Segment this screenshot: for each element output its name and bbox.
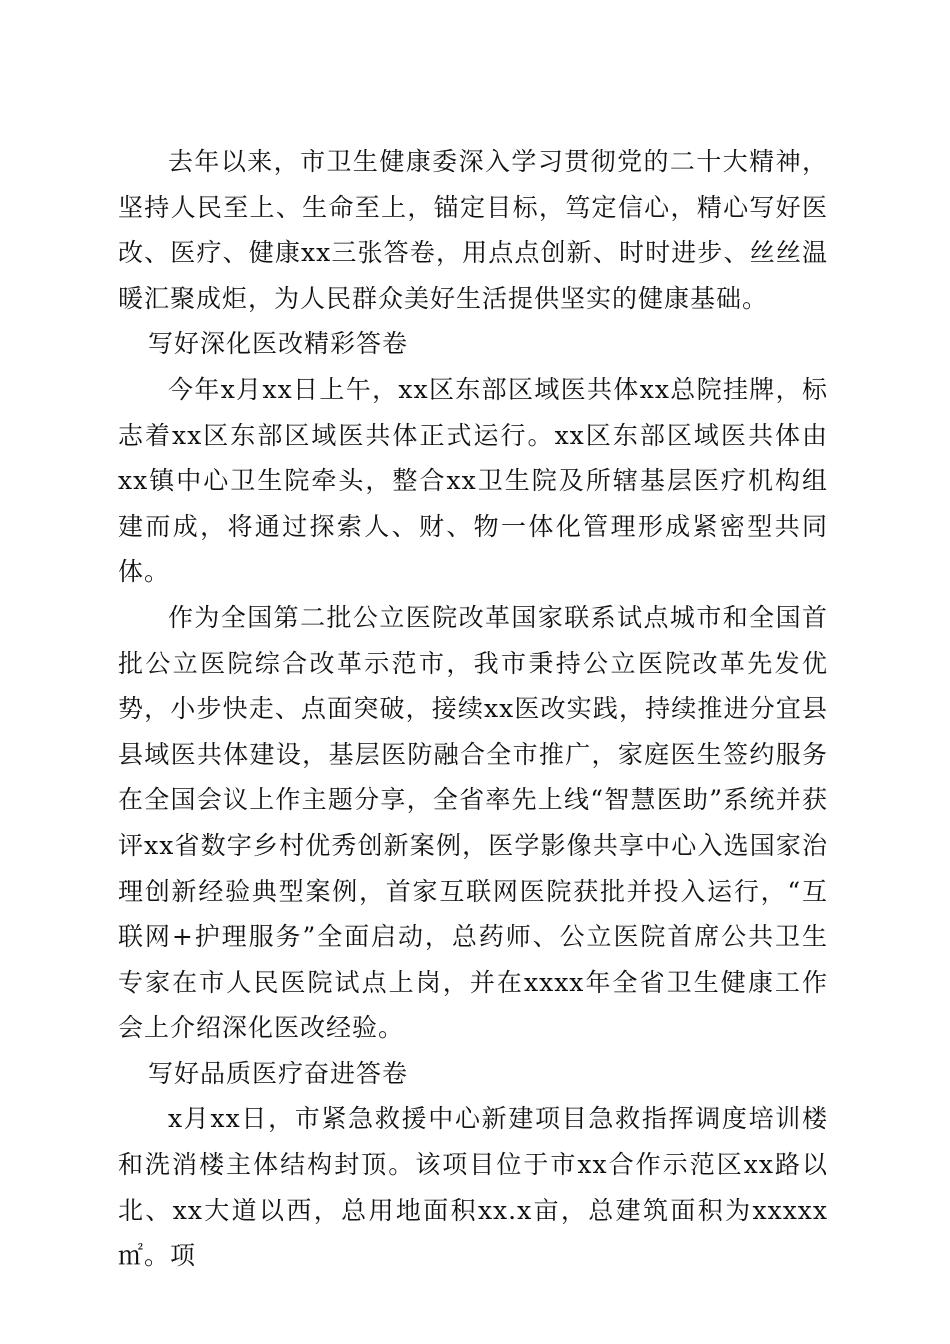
reform-paragraph-1: 今年x月xx日上午，xx区东部区域医共体xx总院挂牌，标志着xx区东部区域医共体正式运行。xx区东部区域医共体由xx镇中心卫生院牵头，整合xx卫生院及所辖基层医疗机构组建而成，将通过探索人、财、物一体化管理形成紧密型共同体。: [118, 374, 828, 587]
section-heading-reform: 写好深化医改精彩答卷: [148, 329, 409, 359]
document-body: [118, 139, 828, 1279]
section-heading-medical-quality: 写好品质医疗奋进答卷: [148, 1058, 409, 1088]
medical-quality-paragraph: x月xx日，市紧急救援中心新建项目急救指挥调度培训楼和洗消楼主体结构封顶。该项目位于市xx合作示范区xx路以北、xx大道以西，总用地面积xx.x亩，总建筑面积为xxxxx㎡。项: [118, 1104, 828, 1271]
intro-paragraph: 去年以来，市卫生健康委深入学习贯彻党的二十大精神，坚持人民至上、生命至上，锚定目标，笃定信心，精心写好医改、医疗、健康xx三张答卷，用点点创新、时时进步、丝丝温暖汇聚成炬，为人民群众美好生活提供坚实的健康基础。: [118, 147, 828, 313]
reform-paragraph-2: 作为全国第二批公立医院改革国家联系试点城市和全国首批公立医院综合改革示范市，我市秉持公立医院改革先发优势，小步快走、点面突破，接续xx医改实践，持续推进分宜县县域医共体建设，基层医防融合全市推广，家庭医生签约服务在全国会议上作主题分享，全省率先上线“智慧医助”系统并获评xx省数字乡村优秀创新案例，医学影像共享中心入选国家治理创新经验典型案例，首家互联网医院获批并投入运行，“互联网+护理服务”全面启动，总药师、公立医院首席公共卫生专家在市人民医院试点上岗，并在xxxx年全省卫生健康工作会上介绍深化医改经验。: [118, 602, 828, 1043]
